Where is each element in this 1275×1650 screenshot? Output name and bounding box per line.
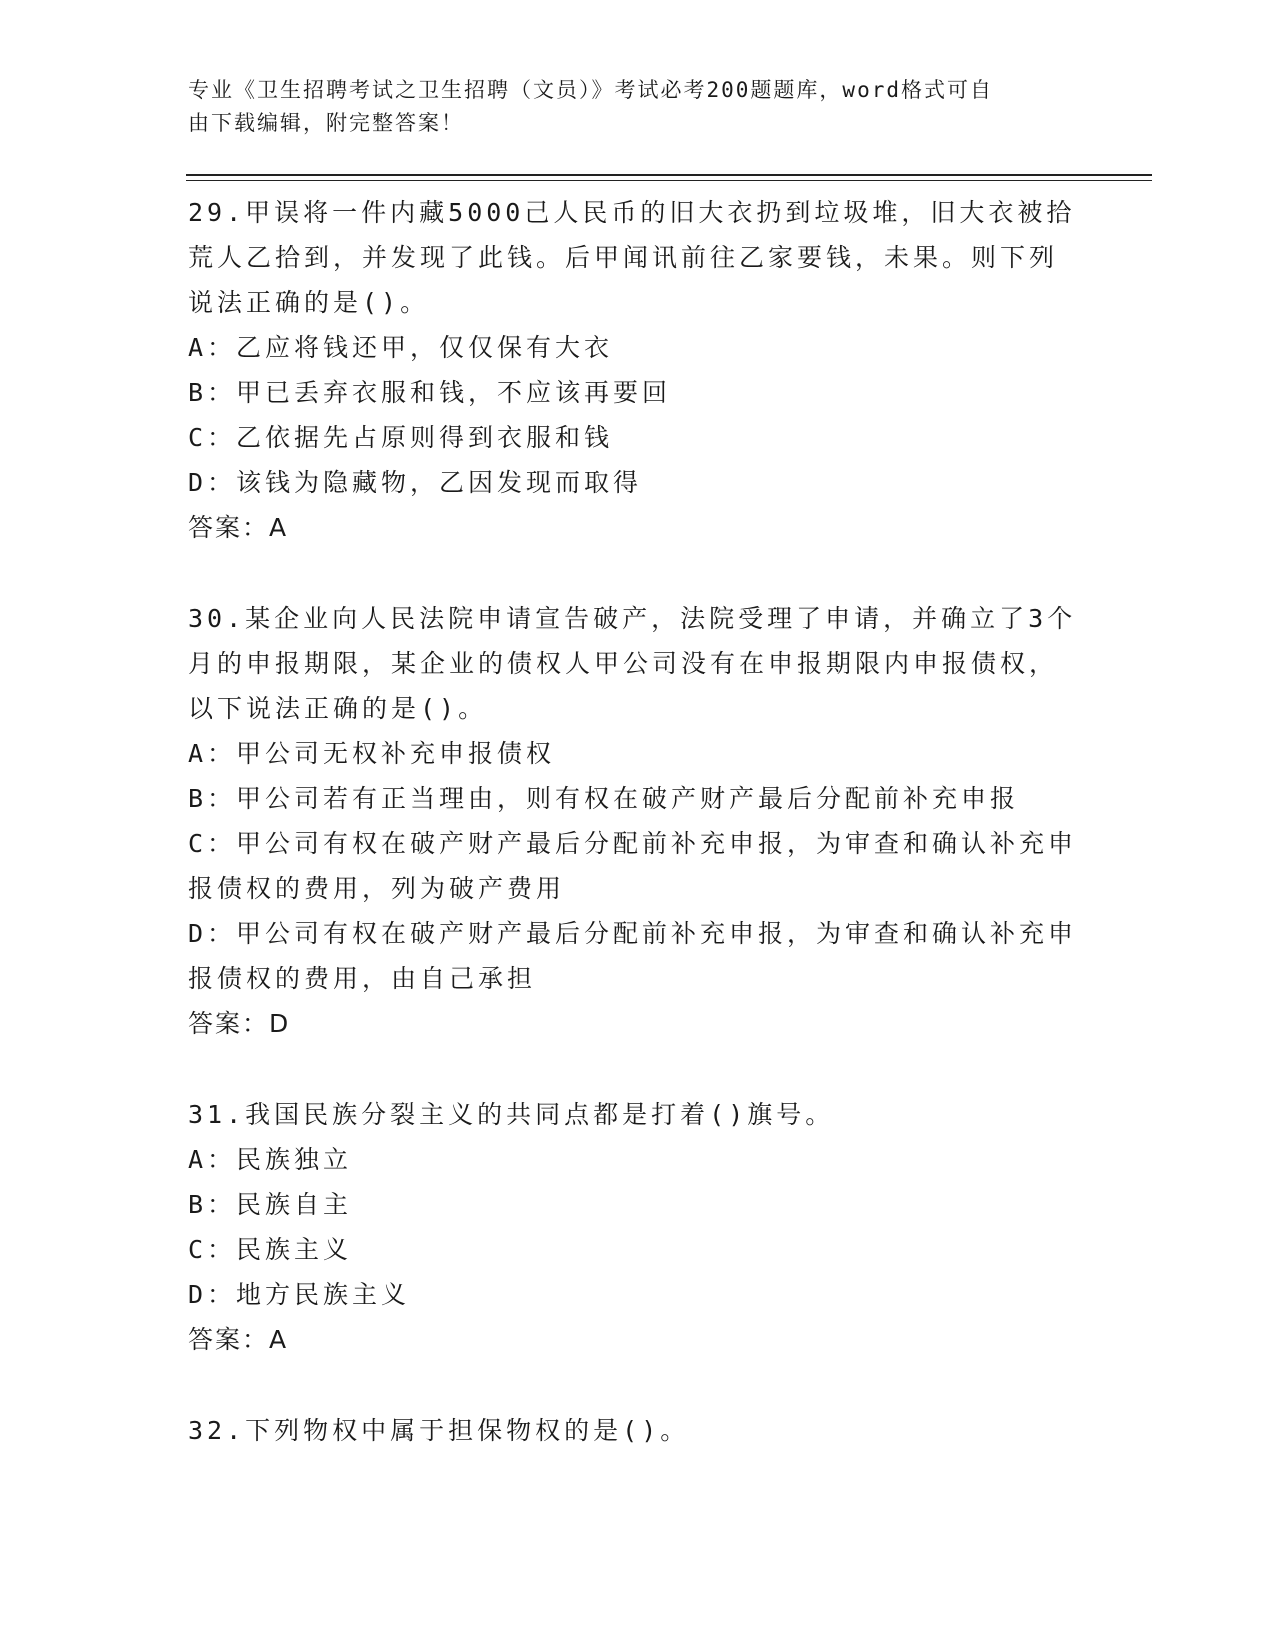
answer-option-line: B：甲公司若有正当理由，则有权在破产财产最后分配前补充申报 [188,784,1020,813]
question-item [188,1092,1088,1362]
answer-option-line: 报债权的费用，列为破产费用 [188,874,566,903]
question-item [188,190,1088,550]
question-item [188,596,1088,1046]
question-stem-line: 说法正确的是()。 [188,288,430,317]
answer-key: 答案：A [188,1325,289,1354]
answer-option-line: D：地方民族主义 [188,1280,411,1309]
question-item [188,1408,1088,1453]
question-stem-line: 以下说法正确的是()。 [188,694,488,723]
answer-key: 答案：A [188,513,289,542]
answer-key: 答案：D [188,1009,291,1038]
answer-option-line: B：民族自主 [188,1190,353,1219]
header-divider-thin [186,180,1152,181]
answer-option-line: A：乙应将钱还甲，仅仅保有大衣 [188,333,614,362]
question-stem-line: 31.我国民族分裂主义的共同点都是打着()旗号。 [188,1100,835,1129]
answer-option-line: C：乙依据先占原则得到衣服和钱 [188,423,614,452]
answer-option-line: B：甲已丢弃衣服和钱，不应该再要回 [188,378,672,407]
answer-option-line: A：甲公司无权补充申报债权 [188,739,556,768]
answer-option-line: C：民族主义 [188,1235,353,1264]
question-stem-line: 月的申报期限，某企业的债权人甲公司没有在申报期限内申报债权， [188,649,1059,678]
question-stem-line: 荒人乙拾到，并发现了此钱。后甲闻讯前往乙家要钱，未果。则下列 [188,243,1059,272]
answer-option-line: D：甲公司有权在破产财产最后分配前补充申报，为审查和确认补充申 [188,919,1078,948]
header-line-1: 专业《卫生招聘考试之卫生招聘（文员）》考试必考200题题库，word格式可自 [188,78,993,102]
answer-option-line: D：该钱为隐藏物，乙因发现而取得 [188,468,643,497]
question-list [188,190,1088,1499]
question-stem-line: 32.下列物权中属于担保物权的是()。 [188,1416,690,1445]
answer-option-line: C：甲公司有权在破产财产最后分配前补充申报，为审查和确认补充申 [188,829,1078,858]
answer-option-line: 报债权的费用，由自己承担 [188,964,537,993]
document-header [188,74,1068,140]
answer-option-line: A：民族独立 [188,1145,353,1174]
question-stem-line: 30.某企业向人民法院申请宣告破产，法院受理了申请，并确立了3个 [188,604,1077,633]
question-stem-line: 29.甲误将一件内藏5000己人民币的旧大衣扔到垃圾堆，旧大衣被拾 [188,198,1076,227]
header-line-2: 由下载编辑，附完整答案！ [188,111,464,135]
header-divider-thick [186,174,1152,176]
